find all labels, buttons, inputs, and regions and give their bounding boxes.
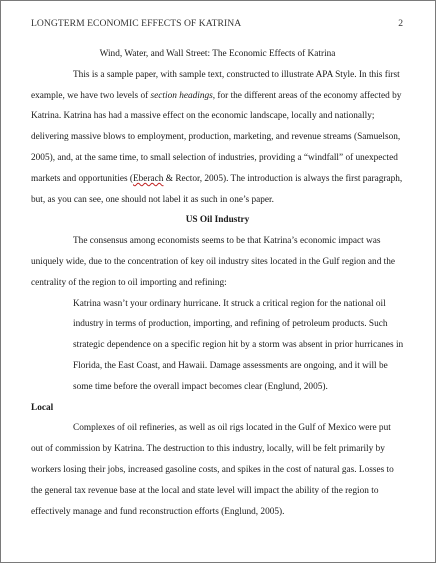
page-number: 2 — [398, 18, 403, 29]
local-paragraph: Complexes of oil refineries, as well as oil rigs located in the Gulf of Mexico were put out of commission by Katrina. The destruction to this industry, locally, will be felt primarily by workers losing their jobs, increased gasoline costs, and spikes in the cost of natural gas. Losses to the general tax revenue base at the local and state level will impact the ability of the region to effectively manage and fund reconstruction efforts (Englund, 2005). — [31, 423, 394, 517]
intro-text-3: & Rector, 2005). The introduction is always the first paragraph, but, as you can see, one should not label it as such in one’s paper. — [31, 173, 403, 205]
intro-text-2: , for the different areas of the economy affected by Katrina. Katrina has had a massive effect on the economic landscape, locally and nationally; delivering massive blows to employment, production, marketing, and revenue streams (Samuelson, 2005), and, at the same time, to small selection of industries, providing a “windfall” of unexpected markets and opportunities ( — [31, 90, 402, 184]
section-heading-local: Local — [31, 402, 54, 413]
document-body — [31, 44, 404, 522]
paper-title: Wind, Water, and Wall Street: The Economic Effects of Katrina — [99, 49, 336, 59]
oil-paragraph: The consensus among economists seems to be that Katrina’s economic impact was uniquely wide, due to the concentration of key oil industry sites located in the Gulf region and the centrality of the region to oil importing and refining: — [31, 236, 396, 288]
block-quote: Katrina wasn’t your ordinary hurricane. It struck a critical region for the national oil industry in terms of production, importing, and refining of petroleum products. Such strategic dependence on a specific region hit by a storm was absent in prior hurricanes in Florida, the East Coast, and Hawaii. Damage assessments are ongoing, and it will be some time before the overall impact becomes clear (Englund, 2005). — [73, 298, 404, 392]
intro-emphasis: section headings — [150, 90, 213, 101]
intro-text-1: This is a sample paper, with sample text, constructed to illustrate APA Style. In this first example, we have two levels of — [31, 69, 400, 101]
section-heading-oil: US Oil Industry — [185, 215, 250, 226]
spellcheck-flagged-word[interactable]: Eberach — [132, 173, 164, 184]
intro-paragraph — [31, 65, 404, 211]
running-head: LONGTERM ECONOMIC EFFECTS OF KATRINA — [31, 18, 242, 29]
